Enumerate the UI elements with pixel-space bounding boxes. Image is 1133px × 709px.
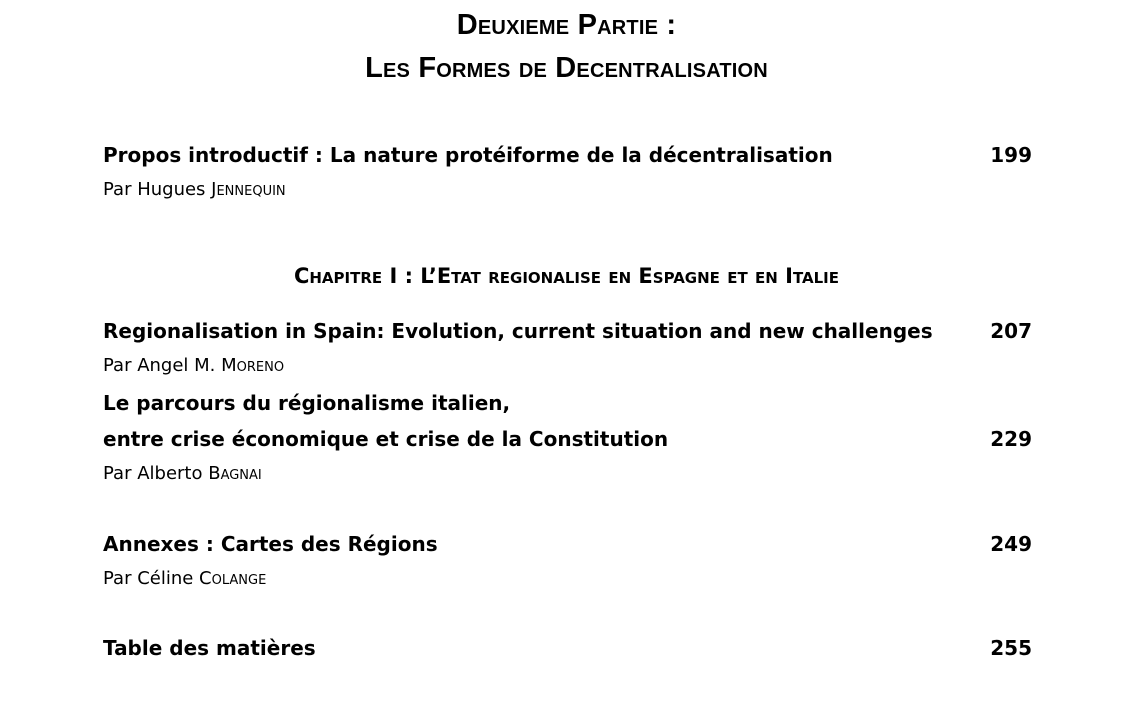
toc-entry-intro-title[interactable]: Propos introductif : La nature protéiforme de la décentralisation <box>103 143 833 167</box>
toc-entry-italy-title-line-2[interactable]: entre crise économique et crise de la Constitution <box>103 427 669 451</box>
toc-entry-table-title[interactable]: Table des matières <box>103 636 316 660</box>
toc-entry-intro-page[interactable]: 199 <box>990 143 1032 167</box>
part-title-line-2: Les Formes de Decentralisation <box>365 52 768 84</box>
toc-entry-spain-title[interactable]: Regionalisation in Spain: Evolution, current situation and new challenges <box>103 319 933 343</box>
toc-entry-annexes-title[interactable]: Annexes : Cartes des Régions <box>103 532 438 556</box>
author-prefix: Par Céline <box>103 568 200 589</box>
toc-entry-italy-title-line-1[interactable]: Le parcours du régionalisme italien, <box>103 391 511 415</box>
toc-entry-annexes-page[interactable]: 249 <box>990 532 1032 556</box>
author-last-name: Moreno <box>221 355 285 376</box>
toc-entry-spain-page[interactable]: 207 <box>990 319 1032 343</box>
toc-entry-italy-author <box>103 462 262 486</box>
author-prefix: Par Alberto <box>103 463 209 484</box>
part-title-line-1: Deuxieme Partie : <box>456 9 677 41</box>
toc-entry-italy-page[interactable]: 229 <box>990 427 1032 451</box>
author-prefix: Par Hugues <box>103 179 212 200</box>
author-last-name: Jennequin <box>211 179 286 200</box>
toc-entry-intro-author <box>103 178 286 202</box>
author-last-name: Bagnai <box>208 463 262 484</box>
toc-entry-annexes-author <box>103 567 266 591</box>
chapter-title: Chapitre I : L’Etat regionalise en Espagne et en Italie <box>293 264 840 288</box>
toc-entry-table-page[interactable]: 255 <box>990 636 1032 660</box>
author-last-name: Colange <box>199 568 267 589</box>
toc-entry-spain-author <box>103 354 284 378</box>
author-prefix: Par Angel M. <box>103 355 222 376</box>
